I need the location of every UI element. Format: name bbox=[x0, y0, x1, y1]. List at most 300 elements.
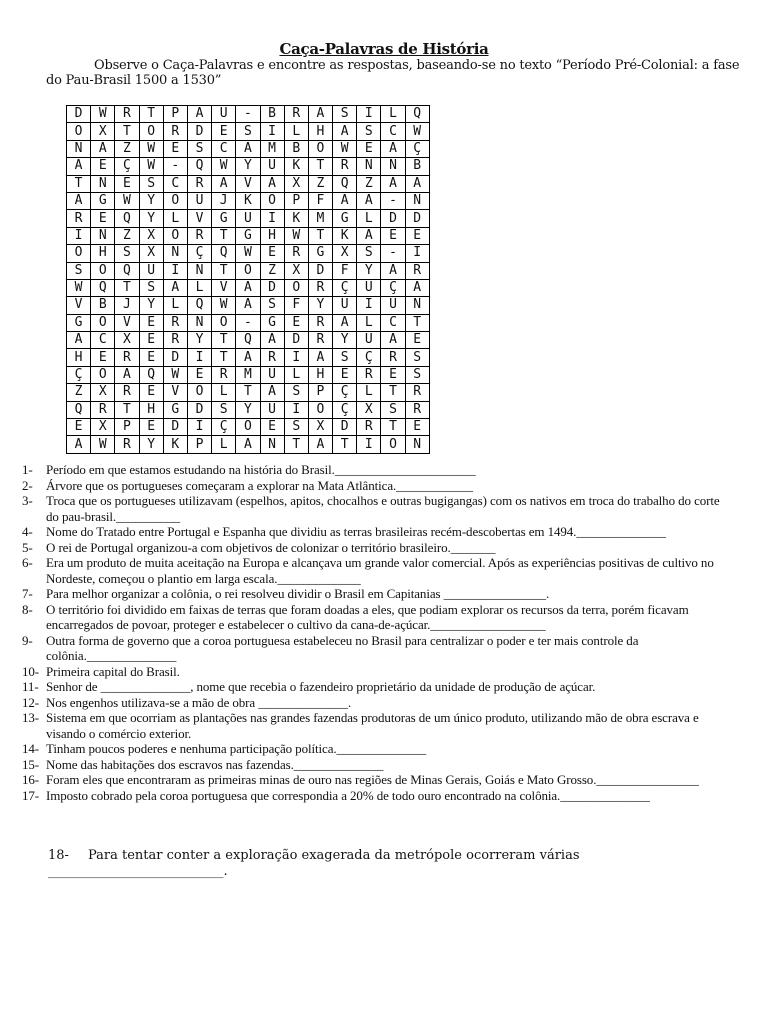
grid-cell: L bbox=[163, 297, 187, 314]
grid-cell: Y bbox=[139, 210, 163, 227]
grid-cell: O bbox=[260, 192, 284, 209]
grid-cell: I bbox=[405, 245, 429, 262]
grid-row bbox=[67, 297, 430, 314]
grid-cell: T bbox=[139, 106, 163, 123]
grid-cell: B bbox=[260, 106, 284, 123]
grid-cell: E bbox=[139, 332, 163, 349]
grid-cell: V bbox=[212, 279, 236, 296]
grid-cell: E bbox=[139, 314, 163, 331]
grid-cell: H bbox=[260, 227, 284, 244]
grid-cell: - bbox=[236, 314, 260, 331]
grid-cell: G bbox=[67, 314, 91, 331]
grid-cell: N bbox=[67, 140, 91, 157]
grid-cell: X bbox=[284, 175, 308, 192]
grid-cell: G bbox=[260, 314, 284, 331]
grid-cell: Ç bbox=[357, 349, 381, 366]
grid-cell: Z bbox=[260, 262, 284, 279]
grid-cell: K bbox=[333, 227, 357, 244]
grid-cell: A bbox=[115, 366, 139, 383]
grid-cell: R bbox=[163, 314, 187, 331]
grid-cell: T bbox=[67, 175, 91, 192]
grid-cell: S bbox=[260, 297, 284, 314]
grid-cell: U bbox=[333, 297, 357, 314]
question-number: 13- bbox=[22, 710, 40, 725]
grid-cell: T bbox=[115, 279, 139, 296]
grid-cell: X bbox=[357, 401, 381, 418]
answer-line: ___________________________. bbox=[48, 864, 228, 879]
grid-cell: H bbox=[308, 123, 332, 140]
grid-cell: Ç bbox=[333, 401, 357, 418]
grid-cell: E bbox=[91, 210, 115, 227]
grid-cell: D bbox=[260, 279, 284, 296]
question-item bbox=[22, 710, 722, 741]
grid-cell: A bbox=[236, 279, 260, 296]
grid-cell: A bbox=[333, 123, 357, 140]
grid-cell: T bbox=[236, 384, 260, 401]
question-text: Senhor de ______________, nome que recebia o fazendeiro proprietário da unidade de produção de açúcar. bbox=[46, 679, 596, 694]
grid-cell: Ç bbox=[333, 384, 357, 401]
questions-list bbox=[22, 462, 722, 803]
grid-cell: A bbox=[236, 140, 260, 157]
grid-cell: A bbox=[405, 175, 429, 192]
grid-row bbox=[67, 175, 430, 192]
question-number: 11- bbox=[22, 679, 39, 694]
grid-cell: V bbox=[67, 297, 91, 314]
grid-cell: L bbox=[212, 384, 236, 401]
grid-cell: W bbox=[139, 140, 163, 157]
grid-cell: R bbox=[405, 401, 429, 418]
grid-cell: A bbox=[260, 332, 284, 349]
grid-cell: A bbox=[67, 332, 91, 349]
grid-cell: M bbox=[308, 210, 332, 227]
question-number: 14- bbox=[22, 741, 40, 756]
grid-cell: L bbox=[357, 384, 381, 401]
grid-cell: X bbox=[91, 384, 115, 401]
grid-row bbox=[67, 401, 430, 418]
grid-cell: G bbox=[333, 210, 357, 227]
grid-cell: R bbox=[187, 227, 211, 244]
grid-cell: T bbox=[308, 158, 332, 175]
question-text: Árvore que os portugueses começaram a explorar na Mata Atlântica.____________ bbox=[46, 477, 473, 493]
question-number: 2- bbox=[22, 477, 33, 493]
question-item bbox=[22, 493, 722, 524]
grid-cell: V bbox=[163, 384, 187, 401]
grid-cell: A bbox=[236, 436, 260, 453]
question-text: Nome do Tratado entre Portugal e Espanha que dividiu as terras brasileiras recém-descobertas em 1494.______________ bbox=[46, 524, 666, 539]
question-text: Para tentar conter a exploração exagerada da metrópole ocorreram várias bbox=[88, 848, 580, 863]
grid-cell: Ç bbox=[115, 158, 139, 175]
question-item bbox=[22, 586, 722, 602]
grid-cell: W bbox=[284, 227, 308, 244]
grid-cell: O bbox=[91, 366, 115, 383]
question-number: 1- bbox=[22, 462, 33, 477]
grid-cell: O bbox=[91, 262, 115, 279]
grid-cell: I bbox=[187, 349, 211, 366]
grid-row bbox=[67, 210, 430, 227]
grid-cell: L bbox=[284, 123, 308, 140]
question-item bbox=[22, 478, 722, 494]
grid-cell: A bbox=[381, 262, 405, 279]
grid-cell: E bbox=[381, 366, 405, 383]
grid-cell: N bbox=[381, 158, 405, 175]
grid-cell: M bbox=[236, 366, 260, 383]
grid-cell: X bbox=[333, 245, 357, 262]
grid-cell: W bbox=[333, 140, 357, 157]
grid-cell: Õ bbox=[236, 419, 260, 436]
grid-cell: Y bbox=[333, 332, 357, 349]
grid-cell: S bbox=[357, 245, 381, 262]
grid-cell: U bbox=[381, 297, 405, 314]
grid-cell: U bbox=[260, 366, 284, 383]
grid-cell: G bbox=[212, 210, 236, 227]
grid-cell: S bbox=[333, 349, 357, 366]
grid-cell: I bbox=[163, 262, 187, 279]
question-item bbox=[22, 679, 722, 695]
question-number: 5- bbox=[22, 539, 33, 555]
grid-cell: O bbox=[212, 314, 236, 331]
grid-cell: O bbox=[163, 227, 187, 244]
grid-cell: T bbox=[212, 349, 236, 366]
grid-cell: H bbox=[139, 401, 163, 418]
grid-cell: N bbox=[357, 158, 381, 175]
grid-cell: A bbox=[187, 106, 211, 123]
question-text: Outra forma de governo que a coroa portuguesa estabeleceu no Brasil para centralizar o poder e ter mais controle da colônia.______________ bbox=[46, 632, 639, 663]
grid-cell: A bbox=[308, 349, 332, 366]
grid-cell: A bbox=[260, 175, 284, 192]
question-item bbox=[22, 602, 722, 633]
grid-cell: R bbox=[357, 366, 381, 383]
grid-cell: O bbox=[236, 262, 260, 279]
grid-cell: E bbox=[139, 384, 163, 401]
grid-row bbox=[67, 158, 430, 175]
question-text: O território foi dividido em faixas de terras que foram doadas a eles, que podiam explorar os recursos da terra, porém ficavam encarregados de povoar, proteger e estabelecer o cultivo da cana-de-açúcar.__________________ bbox=[46, 601, 689, 632]
grid-cell: A bbox=[381, 140, 405, 157]
grid-cell: K bbox=[284, 210, 308, 227]
grid-cell: N bbox=[187, 262, 211, 279]
question-number: 8- bbox=[22, 601, 33, 617]
question-item bbox=[22, 741, 722, 757]
grid-cell: I bbox=[357, 297, 381, 314]
grid-cell: Q bbox=[236, 332, 260, 349]
grid-cell: E bbox=[284, 314, 308, 331]
grid-cell: S bbox=[212, 401, 236, 418]
grid-cell: D bbox=[67, 106, 91, 123]
grid-cell: I bbox=[260, 210, 284, 227]
grid-cell: Q bbox=[115, 262, 139, 279]
grid-cell: X bbox=[139, 245, 163, 262]
grid-cell: W bbox=[139, 158, 163, 175]
question-item bbox=[22, 664, 722, 680]
grid-cell: E bbox=[405, 419, 429, 436]
grid-row bbox=[67, 106, 430, 123]
question-item bbox=[22, 462, 722, 478]
grid-cell: A bbox=[67, 158, 91, 175]
grid-cell: O bbox=[91, 314, 115, 331]
grid-cell: C bbox=[163, 175, 187, 192]
grid-cell: X bbox=[308, 419, 332, 436]
grid-cell: F bbox=[284, 297, 308, 314]
grid-cell: C bbox=[212, 140, 236, 157]
question-18 bbox=[48, 848, 728, 880]
grid-cell: X bbox=[139, 227, 163, 244]
grid-cell: - bbox=[381, 192, 405, 209]
grid-cell: Ç bbox=[187, 245, 211, 262]
grid-cell: I bbox=[357, 106, 381, 123]
grid-cell: S bbox=[357, 123, 381, 140]
grid-cell: Ç bbox=[212, 419, 236, 436]
question-item bbox=[22, 633, 722, 664]
grid-cell: R bbox=[115, 436, 139, 453]
grid-row bbox=[67, 279, 430, 296]
grid-cell: S bbox=[405, 366, 429, 383]
grid-cell: X bbox=[115, 332, 139, 349]
grid-cell: O bbox=[381, 436, 405, 453]
grid-cell: G bbox=[91, 192, 115, 209]
grid-cell: P bbox=[187, 436, 211, 453]
grid-cell: B bbox=[405, 158, 429, 175]
question-item bbox=[22, 757, 722, 773]
grid-cell: - bbox=[236, 106, 260, 123]
grid-cell: Z bbox=[308, 175, 332, 192]
grid-cell: T bbox=[115, 401, 139, 418]
question-number: 9- bbox=[22, 632, 33, 648]
grid-cell: N bbox=[91, 175, 115, 192]
grid-cell: N bbox=[405, 297, 429, 314]
grid-cell: D bbox=[163, 349, 187, 366]
grid-cell: K bbox=[236, 192, 260, 209]
grid-row bbox=[67, 123, 430, 140]
question-number: 4- bbox=[22, 524, 33, 539]
question-text: Foram eles que encontraram as primeiras minas de ouro nas regiões de Minas Gerais, Goiás e Mato Grosso.________________ bbox=[46, 772, 699, 787]
question-text: Troca que os portugueses utilizavam (espelhos, apitos, chocalhos e outras bugigangas) com os nativos em troca do trabalho do corte do pau-brasil.__________ bbox=[46, 493, 720, 524]
grid-cell: L bbox=[187, 279, 211, 296]
grid-cell: X bbox=[91, 123, 115, 140]
grid-cell: W bbox=[236, 245, 260, 262]
grid-cell: A bbox=[67, 436, 91, 453]
grid-cell: B bbox=[91, 297, 115, 314]
grid-cell: J bbox=[212, 192, 236, 209]
grid-row bbox=[67, 366, 430, 383]
grid-cell: K bbox=[284, 158, 308, 175]
grid-cell: L bbox=[357, 210, 381, 227]
grid-cell: T bbox=[284, 436, 308, 453]
grid-cell: V bbox=[187, 210, 211, 227]
grid-cell: D bbox=[308, 262, 332, 279]
grid-row bbox=[67, 262, 430, 279]
grid-cell: U bbox=[260, 158, 284, 175]
grid-cell: U bbox=[139, 262, 163, 279]
grid-cell: R bbox=[308, 279, 332, 296]
grid-cell: I bbox=[357, 436, 381, 453]
grid-cell: O bbox=[308, 140, 332, 157]
grid-cell: T bbox=[308, 227, 332, 244]
grid-cell: E bbox=[91, 349, 115, 366]
grid-cell: O bbox=[284, 279, 308, 296]
grid-row bbox=[67, 384, 430, 401]
grid-row bbox=[67, 349, 430, 366]
grid-cell: Q bbox=[115, 210, 139, 227]
question-item bbox=[22, 772, 722, 788]
grid-cell: R bbox=[212, 366, 236, 383]
grid-cell: P bbox=[308, 384, 332, 401]
grid-cell: N bbox=[405, 192, 429, 209]
grid-cell: T bbox=[115, 123, 139, 140]
grid-cell: Ç bbox=[333, 279, 357, 296]
question-number: 17- bbox=[22, 787, 40, 803]
grid-cell: S bbox=[187, 140, 211, 157]
grid-cell: S bbox=[381, 401, 405, 418]
grid-cell: E bbox=[381, 227, 405, 244]
grid-cell: A bbox=[333, 314, 357, 331]
grid-cell: O bbox=[187, 384, 211, 401]
grid-cell: R bbox=[91, 401, 115, 418]
grid-cell: E bbox=[212, 123, 236, 140]
grid-cell: - bbox=[381, 245, 405, 262]
grid-cell: A bbox=[163, 279, 187, 296]
grid-cell: V bbox=[115, 314, 139, 331]
grid-cell: E bbox=[333, 366, 357, 383]
grid-cell: S bbox=[405, 349, 429, 366]
grid-cell: U bbox=[260, 401, 284, 418]
grid-cell: R bbox=[357, 419, 381, 436]
question-number: 12- bbox=[22, 694, 40, 710]
grid-cell: D bbox=[381, 210, 405, 227]
grid-cell: G bbox=[308, 245, 332, 262]
grid-cell: A bbox=[381, 175, 405, 192]
grid-cell: Y bbox=[139, 192, 163, 209]
grid-cell: E bbox=[67, 419, 91, 436]
grid-cell: X bbox=[91, 419, 115, 436]
grid-cell: Q bbox=[212, 245, 236, 262]
grid-cell: D bbox=[163, 419, 187, 436]
question-number: 18- bbox=[48, 848, 69, 863]
grid-row bbox=[67, 436, 430, 453]
grid-cell: A bbox=[308, 106, 332, 123]
question-text: Era um produto de muita aceitação na Europa e alcançava um grande valor comercial. Após as experiências positivas de cultivo no Nordeste, começou o plantio em larga escala._____________ bbox=[46, 555, 714, 586]
grid-cell: A bbox=[67, 192, 91, 209]
grid-cell: R bbox=[260, 349, 284, 366]
question-text: O rei de Portugal organizou-a com objetivos de colonizar o território brasileiro._______ bbox=[46, 539, 496, 555]
grid-cell: H bbox=[308, 366, 332, 383]
grid-cell: D bbox=[284, 332, 308, 349]
grid-cell: O bbox=[308, 401, 332, 418]
grid-cell: R bbox=[381, 349, 405, 366]
grid-cell: R bbox=[333, 158, 357, 175]
grid-cell: C bbox=[91, 332, 115, 349]
grid-cell: W bbox=[91, 106, 115, 123]
grid-cell: W bbox=[115, 192, 139, 209]
grid-cell: F bbox=[308, 192, 332, 209]
question-number: 16- bbox=[22, 772, 40, 787]
grid-row bbox=[67, 140, 430, 157]
grid-cell: Q bbox=[333, 175, 357, 192]
question-item bbox=[22, 788, 722, 804]
grid-cell: T bbox=[212, 227, 236, 244]
question-item bbox=[22, 555, 722, 586]
grid-cell: T bbox=[405, 314, 429, 331]
grid-cell: E bbox=[357, 140, 381, 157]
grid-cell: H bbox=[91, 245, 115, 262]
grid-row bbox=[67, 332, 430, 349]
grid-cell: Ç bbox=[67, 366, 91, 383]
page-title: Caça-Palavras de História bbox=[279, 40, 489, 58]
grid-cell: P bbox=[284, 192, 308, 209]
grid-cell: E bbox=[91, 158, 115, 175]
grid-cell: L bbox=[381, 106, 405, 123]
grid-cell: A bbox=[405, 279, 429, 296]
grid-cell: Q bbox=[91, 279, 115, 296]
grid-cell: A bbox=[357, 227, 381, 244]
grid-cell: Q bbox=[187, 297, 211, 314]
question-item bbox=[22, 695, 722, 711]
grid-cell: E bbox=[139, 419, 163, 436]
grid-cell: Ç bbox=[381, 279, 405, 296]
grid-cell: R bbox=[163, 332, 187, 349]
grid-row bbox=[67, 192, 430, 209]
grid-cell: P bbox=[115, 419, 139, 436]
grid-cell: T bbox=[212, 262, 236, 279]
grid-cell: P bbox=[163, 106, 187, 123]
grid-cell: W bbox=[67, 279, 91, 296]
grid-cell: H bbox=[67, 349, 91, 366]
grid-cell: A bbox=[357, 192, 381, 209]
grid-cell: R bbox=[187, 175, 211, 192]
grid-cell: S bbox=[284, 384, 308, 401]
grid-cell: O bbox=[139, 123, 163, 140]
grid-cell: R bbox=[67, 210, 91, 227]
question-text: Sistema em que ocorriam as plantações nas grandes fazendas produtoras de um único produto, utilizando mão de obra escrava e visando o comércio exterior. bbox=[46, 710, 699, 741]
grid-cell: R bbox=[115, 349, 139, 366]
word-search-grid bbox=[66, 105, 430, 454]
grid-cell: S bbox=[284, 419, 308, 436]
grid-cell: L bbox=[357, 314, 381, 331]
grid-cell: I bbox=[260, 123, 284, 140]
grid-cell: L bbox=[212, 436, 236, 453]
grid-cell: O bbox=[67, 123, 91, 140]
grid-cell: R bbox=[405, 262, 429, 279]
grid-cell: Z bbox=[67, 384, 91, 401]
grid-cell: U bbox=[187, 192, 211, 209]
grid-cell: R bbox=[284, 106, 308, 123]
grid-cell: I bbox=[67, 227, 91, 244]
grid-cell: A bbox=[236, 297, 260, 314]
grid-cell: L bbox=[284, 366, 308, 383]
grid-cell: O bbox=[67, 245, 91, 262]
grid-cell: T bbox=[212, 332, 236, 349]
grid-cell: Z bbox=[357, 175, 381, 192]
grid-cell: S bbox=[139, 175, 163, 192]
grid-cell: U bbox=[357, 332, 381, 349]
question-number: 10- bbox=[22, 663, 40, 679]
grid-cell: A bbox=[333, 192, 357, 209]
grid-cell: Y bbox=[308, 297, 332, 314]
grid-cell: S bbox=[67, 262, 91, 279]
grid-cell: Y bbox=[357, 262, 381, 279]
grid-cell: W bbox=[405, 123, 429, 140]
grid-cell: T bbox=[381, 419, 405, 436]
grid-cell: E bbox=[405, 332, 429, 349]
grid-cell: D bbox=[333, 419, 357, 436]
grid-cell: L bbox=[163, 210, 187, 227]
grid-row bbox=[67, 314, 430, 331]
grid-cell: W bbox=[212, 297, 236, 314]
grid-cell: U bbox=[236, 210, 260, 227]
question-number: 3- bbox=[22, 493, 33, 508]
grid-cell: I bbox=[187, 419, 211, 436]
grid-cell: N bbox=[187, 314, 211, 331]
grid-cell: R bbox=[115, 384, 139, 401]
grid-cell: Y bbox=[139, 297, 163, 314]
